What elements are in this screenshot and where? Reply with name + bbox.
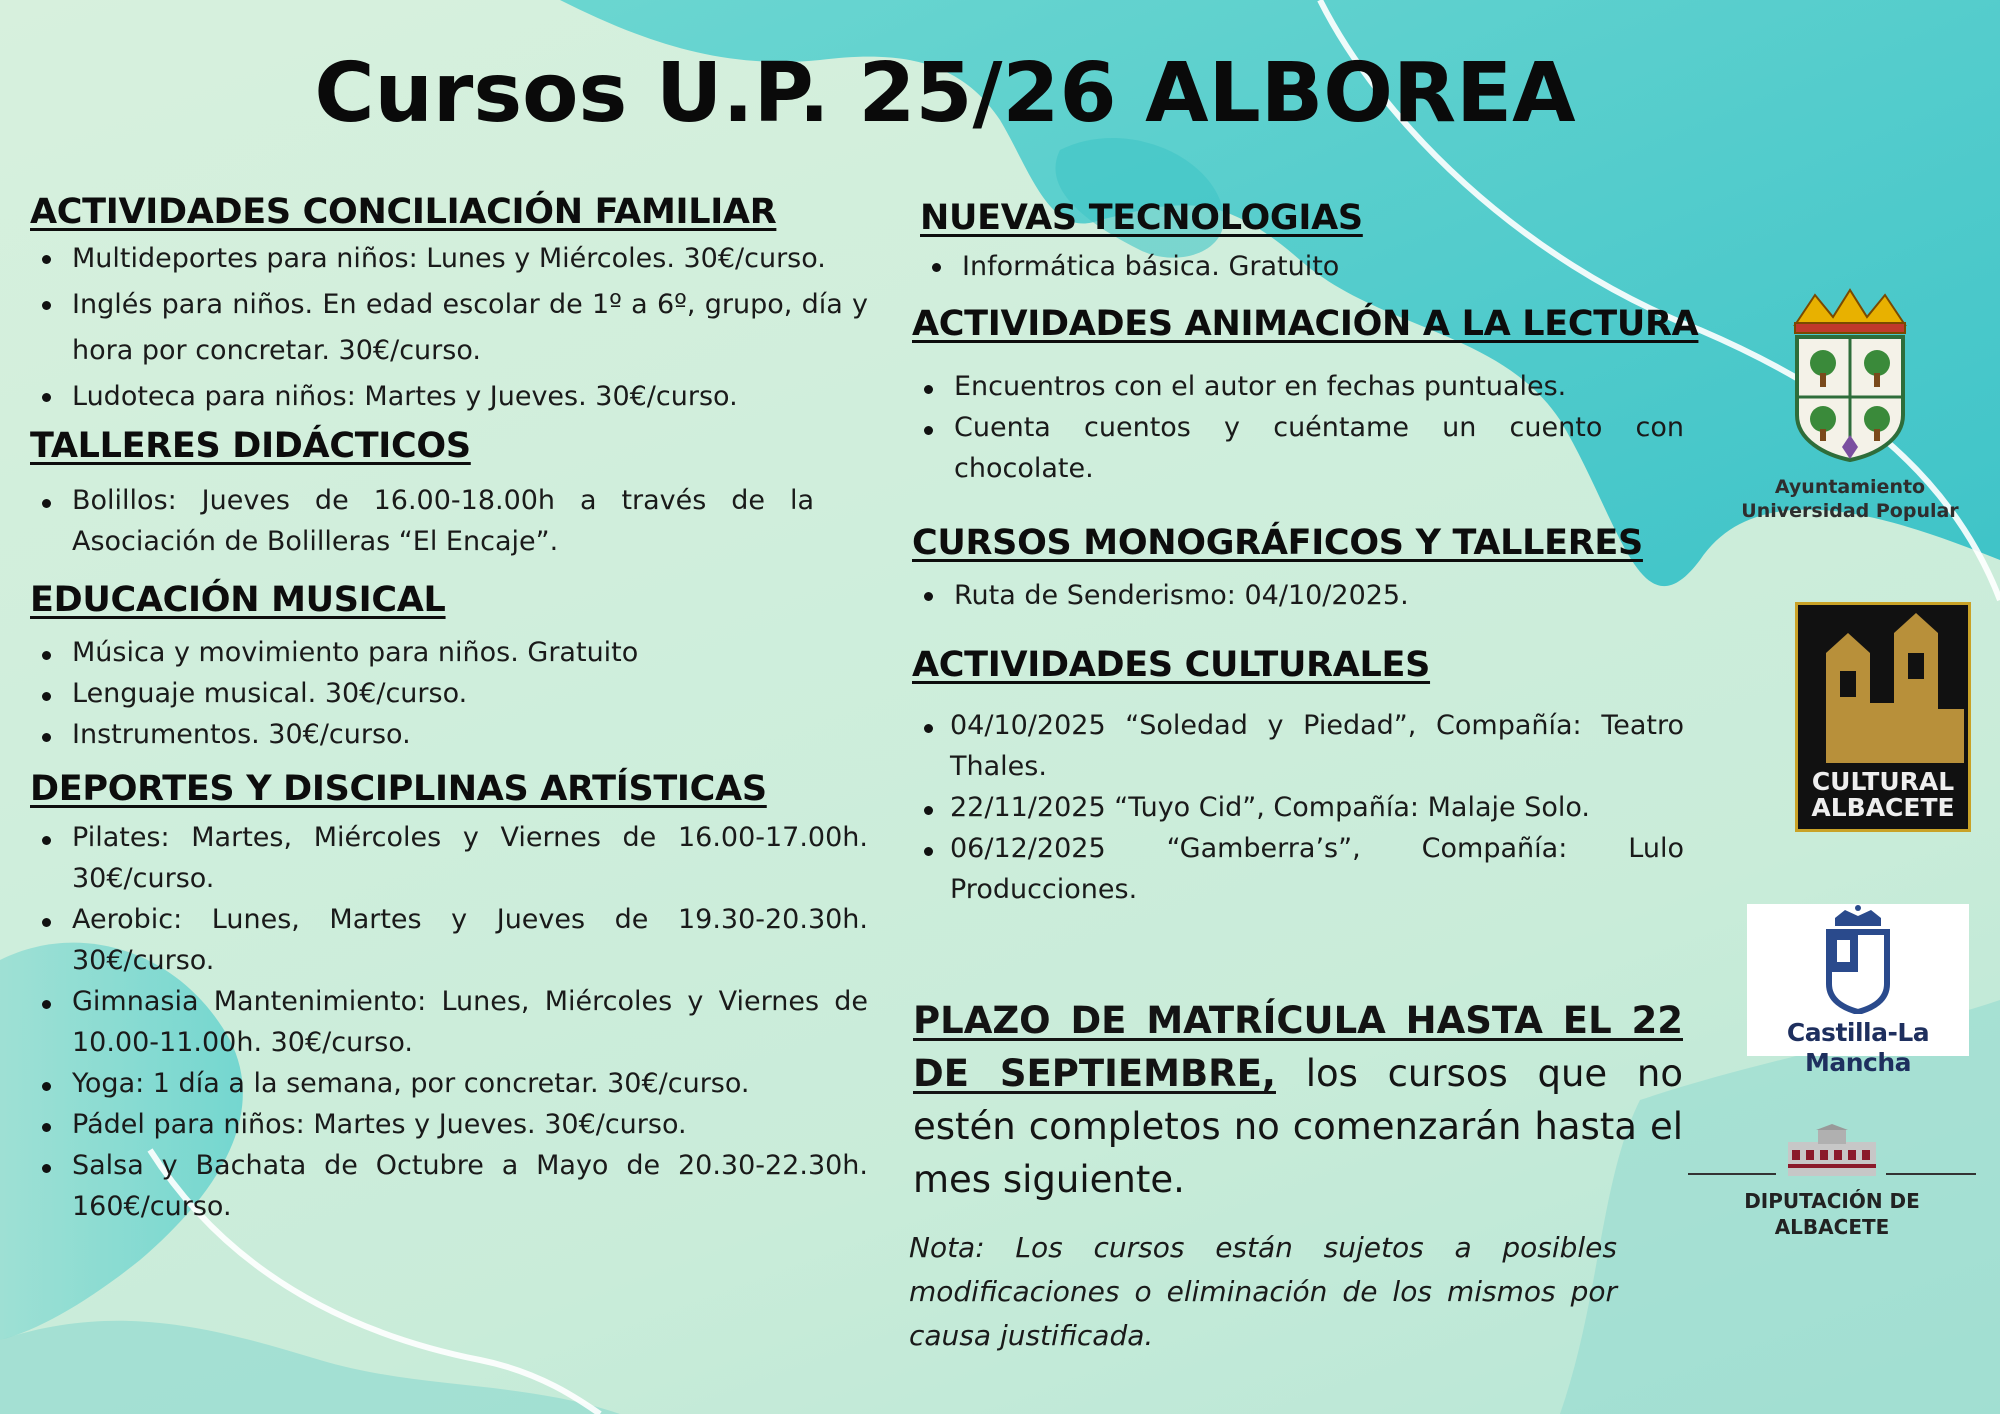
cultural-line2: ALBACETE xyxy=(1811,793,1955,822)
list-item: 06/12/2025 “Gamberra’s”, Compañía: Lulo Producciones. xyxy=(912,828,1684,910)
cultural-line1: CULTURAL xyxy=(1811,767,1955,796)
diputacion-logo xyxy=(1688,1124,1976,1239)
palace-building-icon xyxy=(1688,1124,1976,1180)
section-list xyxy=(30,632,868,755)
castilla-la-mancha-logo xyxy=(1747,904,1969,1077)
list-item: Multideportes para niños: Lunes y Miércoles. 30€/curso. xyxy=(30,236,868,282)
shield-crown-icon xyxy=(1747,904,1969,1014)
section-tecnologias xyxy=(912,198,1684,290)
section-heading: NUEVAS TECNOLOGIAS xyxy=(920,198,1363,238)
list-item: Aerobic: Lunes, Martes y Jueves de 19.30-20.30h. 30€/curso. xyxy=(30,899,868,981)
enrollment-text: los cursos que no estén completos no comenzarán hasta el mes siguiente. xyxy=(913,1052,1683,1201)
section-talleres xyxy=(30,426,868,562)
section-list xyxy=(30,817,868,1227)
ayuntamiento-line2: Universidad Popular xyxy=(1741,500,1959,522)
list-item: Informática básica. Gratuito xyxy=(920,244,1684,290)
list-item: Encuentros con el autor en fechas puntuales. xyxy=(912,366,1684,407)
list-item: Salsa y Bachata de Octubre a Mayo de 20.30-22.30h. 160€/curso. xyxy=(30,1145,868,1227)
right-column xyxy=(912,198,1699,910)
list-item: Ruta de Senderismo: 04/10/2025. xyxy=(912,573,1684,619)
section-heading: ACTIVIDADES CULTURALES xyxy=(912,645,1431,685)
section-list xyxy=(30,236,868,420)
section-list xyxy=(912,573,1684,619)
section-heading: CURSOS MONOGRÁFICOS Y TALLERES xyxy=(912,523,1643,563)
section-list xyxy=(912,705,1684,910)
list-item: Yoga: 1 día a la semana, por concretar. 30€/curso. xyxy=(30,1063,868,1104)
list-item: Cuenta cuentos y cuéntame un cuento con chocolate. xyxy=(912,407,1684,489)
list-item: Pádel para niños: Martes y Jueves. 30€/curso. xyxy=(30,1104,868,1145)
section-monograficos xyxy=(912,523,1684,619)
list-item: Bolillos: Jueves de 16.00-18.00h a través de la Asociación de Bolilleras “El Encaje”. xyxy=(30,480,814,562)
section-list xyxy=(912,366,1684,489)
section-list xyxy=(30,480,814,562)
list-item: Pilates: Martes, Miércoles y Viernes de 16.00-17.00h. 30€/curso. xyxy=(30,817,868,899)
ayuntamiento-line1: Ayuntamiento xyxy=(1774,476,1926,498)
section-list xyxy=(920,244,1684,290)
section-deportes xyxy=(30,769,868,1227)
section-culturales xyxy=(912,645,1684,910)
cultural-albacete-logo xyxy=(1795,602,1971,832)
disclaimer-note: Nota: Los cursos están sujetos a posibles modificaciones o eliminación de los mismos por causa justificada. xyxy=(909,1231,1617,1352)
diputacion-label: DIPUTACIÓN DE ALBACETE xyxy=(1744,1189,1920,1239)
left-column xyxy=(30,192,868,1227)
section-heading: EDUCACIÓN MUSICAL xyxy=(30,580,446,620)
list-item: Inglés para niños. En edad escolar de 1º a 6º, grupo, día y hora por concretar. 30€/curso. xyxy=(30,282,868,374)
section-heading: ACTIVIDADES CONCILIACIÓN FAMILIAR xyxy=(30,192,777,232)
section-conciliacion xyxy=(30,192,868,420)
section-musical xyxy=(30,580,868,755)
page-title: Cursos U.P. 25/26 ALBOREA xyxy=(314,46,1576,141)
coat-of-arms-icon xyxy=(1725,285,1975,463)
section-heading: TALLERES DIDÁCTICOS xyxy=(30,426,471,466)
list-item: 22/11/2025 “Tuyo Cid”, Compañía: Malaje Solo. xyxy=(912,787,1684,828)
enrollment-deadline: PLAZO DE MATRÍCULA HASTA EL 22 DE SEPTIEMBRE, xyxy=(913,999,1683,1095)
list-item: Instrumentos. 30€/curso. xyxy=(30,714,868,755)
enrollment-notice xyxy=(913,994,1683,1206)
list-item: Ludoteca para niños: Martes y Jueves. 30€/curso. xyxy=(30,374,868,420)
list-item: Música y movimiento para niños. Gratuito xyxy=(30,632,868,673)
list-item: 04/10/2025 “Soledad y Piedad”, Compañía: Teatro Thales. xyxy=(912,705,1684,787)
ayuntamiento-logo xyxy=(1725,285,1975,525)
section-heading: ACTIVIDADES ANIMACIÓN A LA LECTURA xyxy=(912,304,1699,344)
list-item: Lenguaje musical. 30€/curso. xyxy=(30,673,868,714)
section-lectura xyxy=(912,304,1699,489)
list-item: Gimnasia Mantenimiento: Lunes, Miércoles y Viernes de 10.00-11.00h. 30€/curso. xyxy=(30,981,868,1063)
section-heading: DEPORTES Y DISCIPLINAS ARTÍSTICAS xyxy=(30,769,767,809)
castle-towers-icon xyxy=(1798,613,1968,763)
castilla-label: Castilla-La Mancha xyxy=(1786,1018,1930,1077)
